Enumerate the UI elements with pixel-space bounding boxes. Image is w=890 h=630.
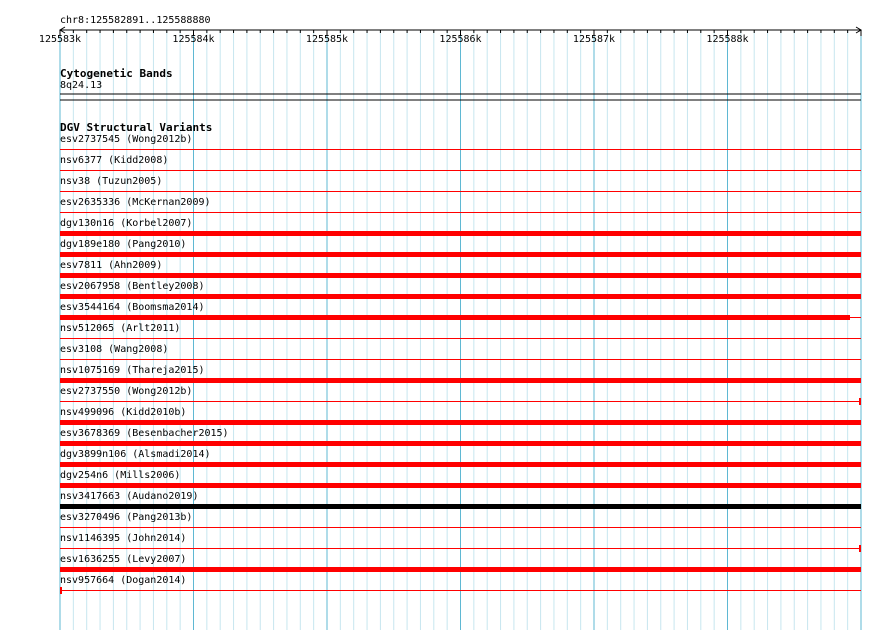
variant-label[interactable]: nsv38 (Tuzun2005) bbox=[60, 176, 163, 187]
variant-feature-bar bbox=[60, 462, 861, 467]
variant-feature-bar bbox=[60, 231, 861, 236]
variant-label[interactable]: esv1636255 (Levy2007) bbox=[60, 554, 187, 565]
variant-label[interactable]: nsv1075169 (Thareja2015) bbox=[60, 365, 205, 376]
variant-feature-bar bbox=[60, 294, 861, 299]
variant-feature-bar bbox=[60, 420, 861, 425]
variant-label[interactable]: dgv254n6 (Mills2006) bbox=[60, 470, 181, 481]
variant-label[interactable]: dgv130n16 (Korbel2007) bbox=[60, 218, 193, 229]
variant-label[interactable]: esv2067958 (Bentley2008) bbox=[60, 281, 205, 292]
cytoband-label[interactable]: 8q24.13 bbox=[60, 80, 103, 91]
ruler-tick-label: 125587k bbox=[572, 34, 616, 45]
variant-feature-bar bbox=[60, 252, 861, 257]
variant-label[interactable]: nsv512065 (Arlt2011) bbox=[60, 323, 181, 334]
variant-label[interactable]: nsv499096 (Kidd2010b) bbox=[60, 407, 187, 418]
ruler-tick-label: 125588k bbox=[706, 34, 749, 45]
variant-feature-bar bbox=[60, 483, 861, 488]
ruler-tick-label: 125586k bbox=[439, 34, 482, 45]
variant-label[interactable]: dgv3899n106 (Alsmadi2014) bbox=[60, 449, 211, 460]
variant-feature-bar bbox=[60, 315, 850, 320]
variant-label[interactable]: nsv6377 (Kidd2008) bbox=[60, 155, 169, 166]
variant-feature-bar bbox=[60, 567, 861, 572]
dgv-track-title: DGV Structural Variants bbox=[60, 121, 213, 134]
variant-label[interactable]: esv2737545 (Wong2012b) bbox=[60, 134, 193, 145]
variant-label[interactable]: nsv3417663 (Audano2019) bbox=[60, 491, 199, 502]
variant-label[interactable]: esv3270496 (Pang2013b) bbox=[60, 512, 193, 523]
variant-label[interactable]: nsv1146395 (John2014) bbox=[60, 533, 187, 544]
variant-label[interactable]: esv7811 (Ahn2009) bbox=[60, 260, 163, 271]
ruler-tick-label: 125584k bbox=[172, 34, 215, 45]
variant-feature-bar bbox=[60, 378, 861, 383]
variant-label[interactable]: nsv957664 (Dogan2014) bbox=[60, 575, 187, 586]
ruler-tick-label: 125585k bbox=[305, 34, 349, 45]
variant-label[interactable]: esv2737550 (Wong2012b) bbox=[60, 386, 193, 397]
variant-label[interactable]: dgv189e180 (Pang2010) bbox=[60, 239, 187, 250]
ruler-tick-label: 125583k bbox=[38, 34, 82, 45]
variant-label[interactable]: esv3678369 (Besenbacher2015) bbox=[60, 428, 229, 439]
cytoband-track-title: Cytogenetic Bands bbox=[60, 67, 173, 80]
variant-feature-bar bbox=[60, 441, 861, 446]
locus-label: chr8:125582891..125588880 bbox=[60, 15, 211, 26]
variant-feature-bar bbox=[60, 504, 861, 509]
variant-label[interactable]: esv3108 (Wang2008) bbox=[60, 344, 169, 355]
variant-label[interactable]: esv3544164 (Boomsma2014) bbox=[60, 302, 205, 313]
variant-label[interactable]: esv2635336 (McKernan2009) bbox=[60, 197, 211, 208]
variant-feature-bar bbox=[60, 273, 861, 278]
